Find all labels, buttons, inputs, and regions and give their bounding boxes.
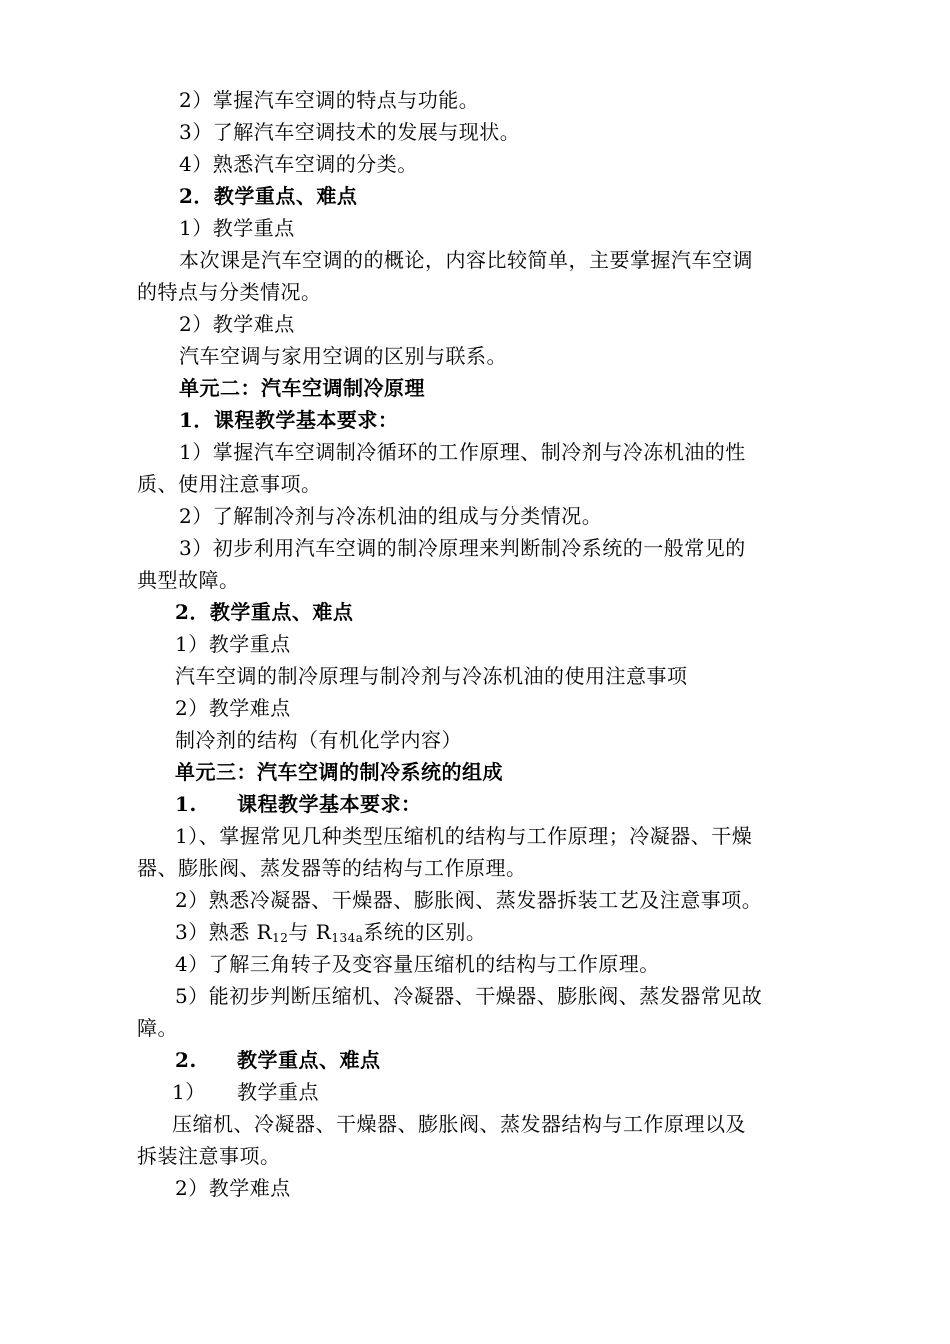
list-number: 2. [175,1048,197,1072]
text-line: 拆装注意事项。 [137,1144,281,1168]
subheading: 2）教学难点 [175,1176,291,1200]
text-line: 1）掌握汽车空调制冷循环的工作原理、制冷剂与冷冻机油的性 [179,440,746,464]
text-line: 2）熟悉冷凝器、干燥器、膨胀阀、蒸发器拆装工艺及注意事项。 [175,888,763,912]
section-heading: 2．教学重点、难点 [175,600,354,624]
r134a-subscript: 134a [331,931,364,945]
subheading: 2）教学难点 [179,312,295,336]
subheading: 1）教学重点 [175,632,291,656]
text-line: 1）、掌握常见几种类型压缩机的结构与工作原理；冷凝器、干燥 [175,824,753,848]
list-number: 1. [175,792,197,816]
subheading: 1）教学重点 [179,216,295,240]
section-heading: 1．课程教学基本要求： [179,408,399,432]
text-line: 的特点与分类情况。 [137,280,322,304]
subheading: 教学重点 [237,1080,319,1104]
text-line: 典型故障。 [137,568,240,592]
text-line: 4）熟悉汽车空调的分类。 [179,152,418,176]
r-line-prefix: 3）熟悉 R [175,920,273,944]
r-line-suffix: 系统的区别。 [363,920,487,944]
text-line: 压缩机、冷凝器、干燥器、膨胀阀、蒸发器结构与工作原理以及 [172,1112,746,1136]
text-line: 汽车空调的制冷原理与制冷剂与冷冻机油的使用注意事项 [175,664,688,688]
r-line-mid: 与 R [288,920,332,944]
text-line: 2）了解制冷剂与冷冻机油的组成与分类情况。 [179,504,603,528]
text-line: 3）初步利用汽车空调的制冷原理来判断制冷系统的一般常见的 [179,536,746,560]
section-heading: 教学重点、难点 [237,1048,381,1072]
text-line: 5）能初步判断压缩机、冷凝器、干燥器、膨胀阀、蒸发器常见故 [175,984,763,1008]
unit-heading: 单元二：汽车空调制冷原理 [179,376,425,400]
subheading: 2）教学难点 [175,696,291,720]
text-line: 质、使用注意事项。 [137,472,322,496]
section-heading: 2．教学重点、难点 [179,184,358,208]
text-line: 2）掌握汽车空调的特点与功能。 [179,88,480,112]
text-line: 本次课是汽车空调的的概论，内容比较简单，主要掌握汽车空调 [179,248,753,272]
list-number: 1） [172,1080,206,1104]
r12-subscript: 12 [272,931,289,945]
text-line: 4）了解三角转子及变容量压缩机的结构与工作原理。 [175,952,660,976]
text-line-with-subscripts [175,920,486,944]
unit-heading: 单元三：汽车空调的制冷系统的组成 [175,760,503,784]
text-line: 障。 [137,1016,178,1040]
text-line: 制冷剂的结构（有机化学内容） [175,728,462,752]
text-line: 器、膨胀阀、蒸发器等的结构与工作原理。 [137,856,527,880]
text-line: 汽车空调与家用空调的区别与联系。 [179,344,507,368]
section-heading: 课程教学基本要求： [237,792,422,816]
text-line: 3）了解汽车空调技术的发展与现状。 [179,120,521,144]
